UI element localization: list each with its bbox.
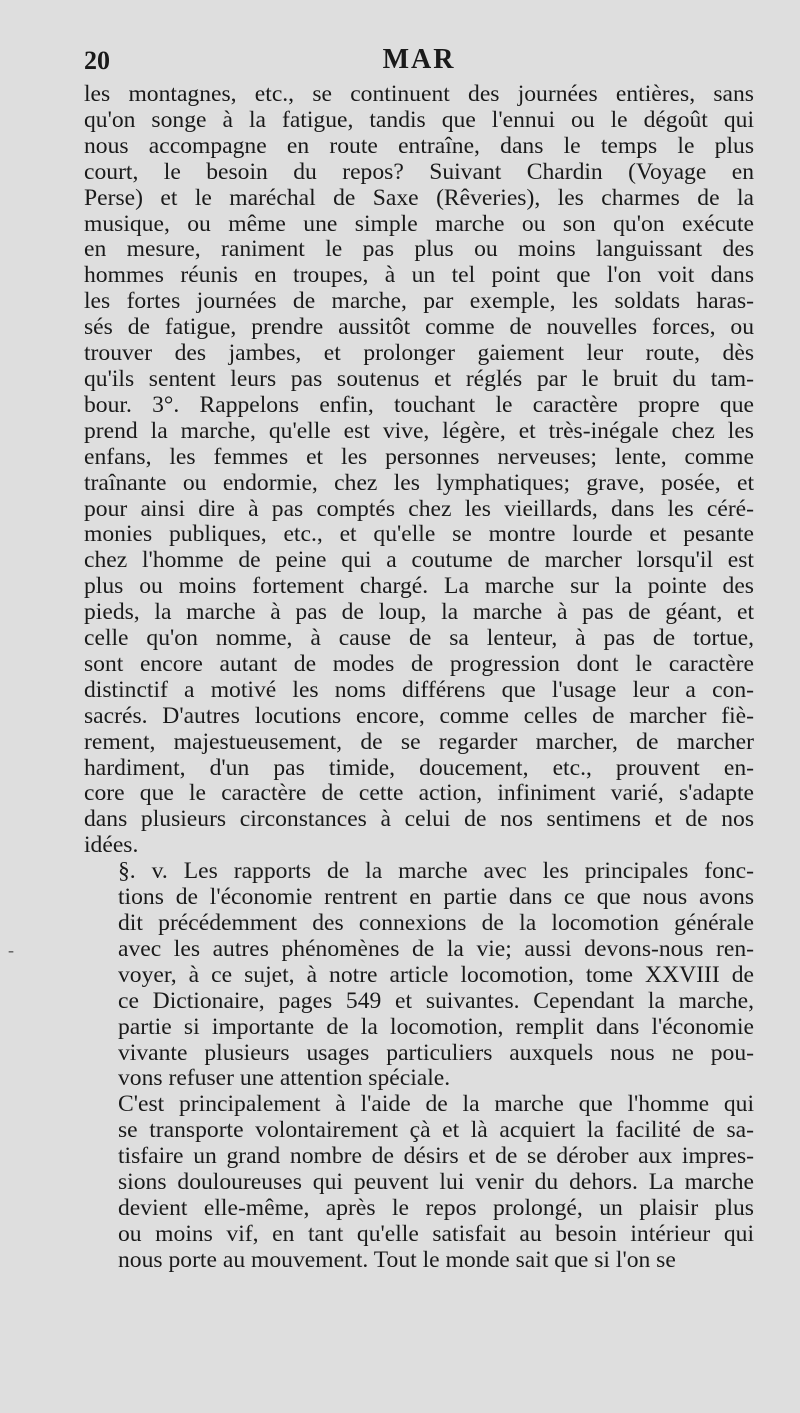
text-line: trouver des jambes, et prolonger gaiement leur route, dès (84, 341, 754, 367)
text-line: monies publiques, etc., et qu'elle se montre lourde et pesante (84, 522, 754, 548)
text-line: partie si importante de la locomotion, remplit dans l'économie (118, 1014, 754, 1040)
text-line: Perse) et le maréchal de Saxe (Rêveries), les charmes de la (84, 185, 754, 211)
text-line: en mesure, raniment le pas plus ou moins languissant des (84, 237, 754, 263)
text-line: pieds, la marche à pas de loup, la marche à pas de géant, et (84, 600, 754, 626)
text-line: hommes réunis en troupes, à un tel point que l'on voit dans (84, 263, 754, 289)
text-line: ou moins vif, en tant qu'elle satisfait au besoin intérieur qui (118, 1221, 754, 1247)
margin-mark: - (8, 940, 14, 960)
text-line: core que le caractère de cette action, infiniment varié, s'adapte (84, 781, 754, 807)
text-line: celle qu'on nomme, à cause de sa lenteur, à pas de tortue, (84, 626, 754, 652)
paragraph (84, 82, 754, 859)
paragraph (84, 1092, 754, 1273)
text-line: sont encore autant de modes de progression dont le caractère (84, 651, 754, 677)
text-line: avec les autres phénomènes de la vie; aussi devons-nous ren- (118, 936, 754, 962)
text-line: enfans, les femmes et les personnes nerveuses; lente, comme (84, 444, 754, 470)
text-line: vivante plusieurs usages particuliers auxquels nous ne pou- (118, 1040, 754, 1066)
text-line: ce Dictionaire, pages 549 et suivantes. Cependant la marche, (118, 988, 754, 1014)
running-head (84, 42, 754, 82)
text-line: plus ou moins fortement chargé. La marche sur la pointe des (84, 574, 754, 600)
text-line: les fortes journées de marche, par exemple, les soldats haras- (84, 289, 754, 315)
text-line: sacrés. D'autres locutions encore, comme celles de marcher fiè- (84, 703, 754, 729)
text-line: nous porte au mouvement. Tout le monde sait que si l'on se (118, 1247, 676, 1273)
text-line: court, le besoin du repos? Suivant Chardin (Voyage en (84, 159, 754, 185)
text-line: sés de fatigue, prendre aussitôt comme de nouvelles forces, ou (84, 315, 754, 341)
text-line: hardiment, d'un pas timide, doucement, etc., prouvent en- (84, 755, 754, 781)
text-line: sions douloureuses qui peuvent lui venir du dehors. La marche (118, 1170, 754, 1196)
paragraph (84, 859, 754, 1092)
body-text (84, 82, 754, 1274)
text-line: chez l'homme de peine qui a coutume de marcher lorsqu'il est (84, 548, 754, 574)
text-line: tions de l'économie rentrent en partie dans ce que nous avons (118, 885, 754, 911)
text-line: §. v. Les rapports de la marche avec les principales fonc- (118, 859, 754, 885)
text-line: prend la marche, qu'elle est vive, légère, et très-inégale chez les (84, 418, 754, 444)
text-line: C'est principalement à l'aide de la marche que l'homme qui (118, 1092, 754, 1118)
text-line: bour. 3°. Rappelons enfin, touchant le caractère propre que (84, 392, 754, 418)
text-line: voyer, à ce sujet, à notre article locomotion, tome XXVIII de (118, 962, 754, 988)
text-line: se transporte volontairement çà et là acquiert la facilité de sa- (118, 1118, 754, 1144)
text-line: distinctif a motivé les noms différens que l'usage leur a con- (84, 677, 754, 703)
text-line: pour ainsi dire à pas comptés chez les vieillards, dans les céré- (84, 496, 754, 522)
page-number: 20 (84, 46, 110, 75)
text-line: vons refuser une attention spéciale. (118, 1066, 451, 1092)
running-title: MAR (382, 44, 456, 75)
text-line: idées. (84, 833, 139, 859)
text-line: rement, majestueusement, de se regarder marcher, de marcher (84, 729, 754, 755)
text-line: traînante ou endormie, chez les lymphatiques; grave, posée, et (84, 470, 754, 496)
text-line: dans plusieurs circonstances à celui de nos sentimens et de nos (84, 807, 754, 833)
text-line: dit précédemment des connexions de la locomotion générale (118, 911, 754, 936)
text-line: musique, ou même une simple marche ou son qu'on exécute (84, 211, 754, 237)
text-line: tisfaire un grand nombre de désirs et de se dérober aux impres- (118, 1144, 754, 1170)
text-line: qu'ils sentent leurs pas soutenus et réglés par le bruit du tam- (84, 366, 754, 392)
text-line: devient elle-même, après le repos prolongé, un plaisir plus (118, 1195, 754, 1221)
text-line: nous accompagne en route entraîne, dans le temps le plus (84, 133, 754, 159)
text-line: qu'on songe à la fatigue, tandis que l'ennui ou le dégoût qui (84, 107, 754, 133)
text-line: les montagnes, etc., se continuent des journées entières, sans (84, 82, 754, 107)
